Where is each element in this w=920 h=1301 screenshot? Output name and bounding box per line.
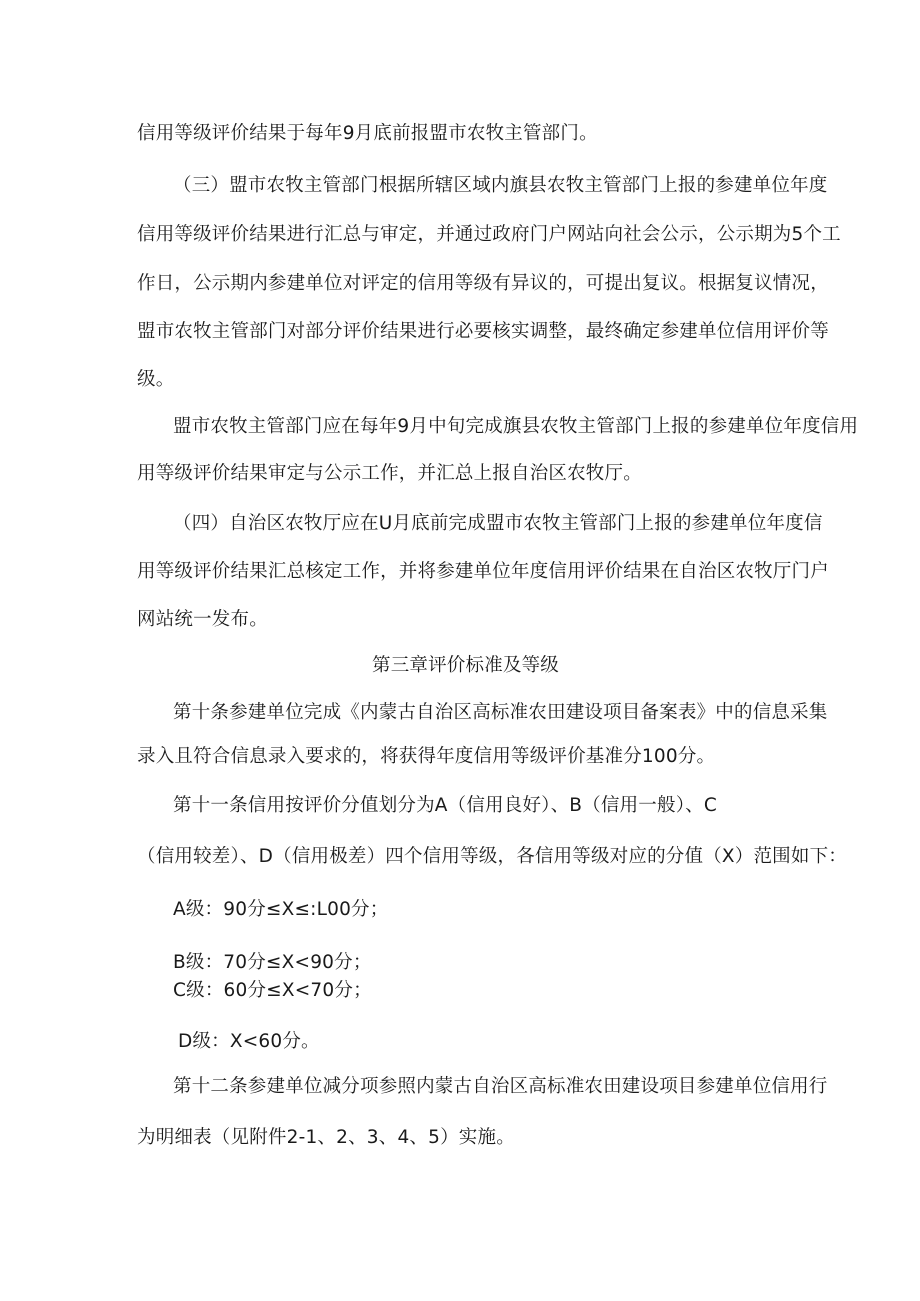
paragraph-line: 作日，公示期内参建单位对评定的信用等级有异议的，可提出复议。根据复议情况， (137, 273, 829, 294)
paragraph-line: 录入且符合信息录入要求的，将获得年度信用等级评价基准分100分。 (137, 746, 716, 767)
paragraph-line: 盟市农牧主管部门应在每年9月中旬完成旗县农牧主管部门上报的参建单位年度信用 (173, 416, 859, 437)
paragraph-line: 用等级评价结果汇总核定工作，并将参建单位年度信用评价结果在自治区农牧厅门户 (137, 561, 829, 582)
chapter-heading: 第三章评价标准及等级 (372, 655, 560, 676)
paragraph-line: 信用等级评价结果进行汇总与审定，并通过政府门户网站向社会公示，公示期为5个工 (137, 224, 841, 245)
grade-line: D级：X<60分。 (178, 1031, 320, 1052)
paragraph-line: （信用较差）、D（信用极差）四个信用等级，各信用等级对应的分值（X）范围如下： (137, 846, 847, 867)
paragraph-line: 级。 (137, 369, 175, 390)
grade-line: C级：60分≤X<70分； (173, 980, 372, 1001)
paragraph-line: （三）盟市农牧主管部门根据所辖区域内旗县农牧主管部门上报的参建单位年度 (173, 175, 828, 196)
paragraph-line: 第十条参建单位完成《内蒙古自治区高标准农田建设项目备案表》中的信息采集 (173, 702, 828, 723)
paragraph-line: 盟市农牧主管部门对部分评价结果进行必要核实调整，最终确定参建单位信用评价等 (137, 321, 829, 342)
paragraph-line: （四）自治区农牧厅应在U月底前完成盟市农牧主管部门上报的参建单位年度信 (173, 513, 823, 534)
paragraph-line: 网站统一发布。 (137, 609, 268, 630)
paragraph-line: 第十二条参建单位减分项参照内蒙古自治区高标准农田建设项目参建单位信用行 (173, 1076, 828, 1097)
paragraph-line: 信用等级评价结果于每年9月底前报盟市农牧主管部门。 (137, 123, 598, 144)
paragraph-line: 第十一条信用按评价分值划分为A（信用良好）、B（信用一般）、C (173, 795, 717, 816)
paragraph-line: 为明细表（见附件2-1、2、3、4、5）实施。 (137, 1127, 515, 1148)
grade-line: A级：90分≤X≤:L00分； (173, 899, 389, 920)
paragraph-line: 用等级评价结果审定与公示工作，并汇总上报自治区农牧厅。 (137, 463, 642, 484)
grade-line: B级：70分≤X<90分； (173, 952, 372, 973)
